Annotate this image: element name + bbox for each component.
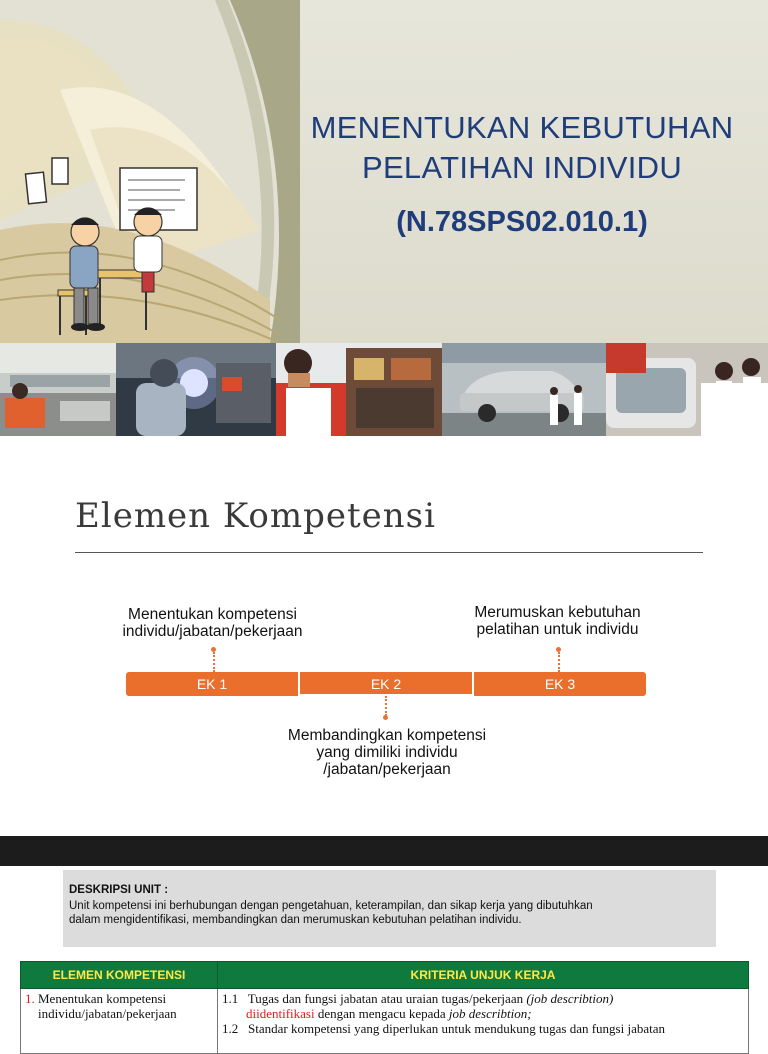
title-line-1: MENENTUKAN KEBUTUHAN [310,110,734,145]
kuk-text: Tugas dan fungsi jabatan atau uraian tugas/pekerjaan [247,991,524,1006]
title-slide [0,0,768,436]
unit-code: (N.78SPS02.010.1) [396,206,648,238]
title-line-2: PELATIHAN INDIVIDU [361,150,683,185]
kuk-text-2: dengan mengacu kepada [317,1006,446,1021]
ek1-label-line-1: Menentukan kompetensi [128,606,297,623]
welding-photo [116,343,276,436]
ek2-connector [385,696,387,716]
ek-timeline-bar [126,672,646,696]
heading-divider [75,552,703,553]
ek2-label-line-2: yang dimiliki individu [316,744,458,761]
kuk-text-italic-2: job describtion; [448,1006,532,1021]
ek2-label-line-3: /jabatan/pekerjaan [323,761,451,778]
ek3-connector [558,652,560,672]
ek2-segment [300,672,472,696]
col-header-kriteria: KRITERIA UNJUK KERJA [218,962,749,989]
ek1-label [90,606,335,640]
ek3-label-line-1: Merumuskan kebutuhan [474,604,641,621]
top-dark-bar [0,836,768,866]
description-text [69,899,709,927]
automotive-workshop-photo [442,343,606,436]
description-line-2: dalam mengidentifikasi, membandingkan dan merumuskan kebutuhan pelatihan individu. [69,914,522,926]
ek1-connector [213,652,215,672]
kuk-text: Standar kompetensi yang diperlukan untuk mendukung tugas dan fungsi jabatan [248,1021,665,1036]
ek3-segment [474,672,646,696]
machine-training-photo [606,343,768,436]
ek1-label-line-2: individu/jabatan/pekerjaan [122,623,303,640]
kuk-number: 1.1 [222,991,239,1006]
kriteria-cell [218,989,749,1054]
table-row [21,989,749,1054]
kuk-item-1-1 [222,991,744,1021]
ek2-segment-label: EK 2 [370,676,402,692]
photo-strip [0,343,768,436]
elemen-cell [21,989,218,1054]
ek3-label-line-2: pelatihan untuk individu [476,621,639,638]
ek1-segment-label: EK 1 [196,676,228,692]
table-header-row [21,962,749,989]
book-illustration [0,0,300,343]
row-number: 1. [25,991,35,1006]
description-title: DESKRIPSI UNIT : [69,884,169,896]
unit-description-slide [0,836,768,1036]
elemen-kompetensi-slide [0,436,768,836]
competency-table [20,961,749,1054]
ek2-label-line-1: Membandingkan kompetensi [287,727,487,744]
elemen-line-1: Menentukan kompetensi [38,991,167,1006]
kuk-item-1-2 [222,1021,744,1036]
col-header-elemen: ELEMEN KOMPETENSI [21,962,218,989]
electrical-training-photo [276,343,442,436]
ek3-segment-label: EK 3 [544,676,576,692]
slide-heading: Elemen Kompetensi [75,496,436,536]
ek1-segment [126,672,298,696]
computer-lab-photo [0,343,116,436]
description-box [63,870,716,947]
kuk-number: 1.2 [222,1021,239,1036]
kuk-text-italic: (job describtion) [526,991,614,1006]
ek2-connector-dot [383,715,388,720]
description-line-1: Unit kompetensi ini berhubungan dengan pengetahuan, keterampilan, dan sikap kerja yang dibutuhkan [69,900,593,912]
slide-title [292,108,752,188]
ek3-label [440,604,675,638]
kuk-highlight: diidentifikasi [246,1006,315,1021]
ek2-label [262,727,512,778]
elemen-line-2: individu/jabatan/pekerjaan [38,1006,177,1021]
